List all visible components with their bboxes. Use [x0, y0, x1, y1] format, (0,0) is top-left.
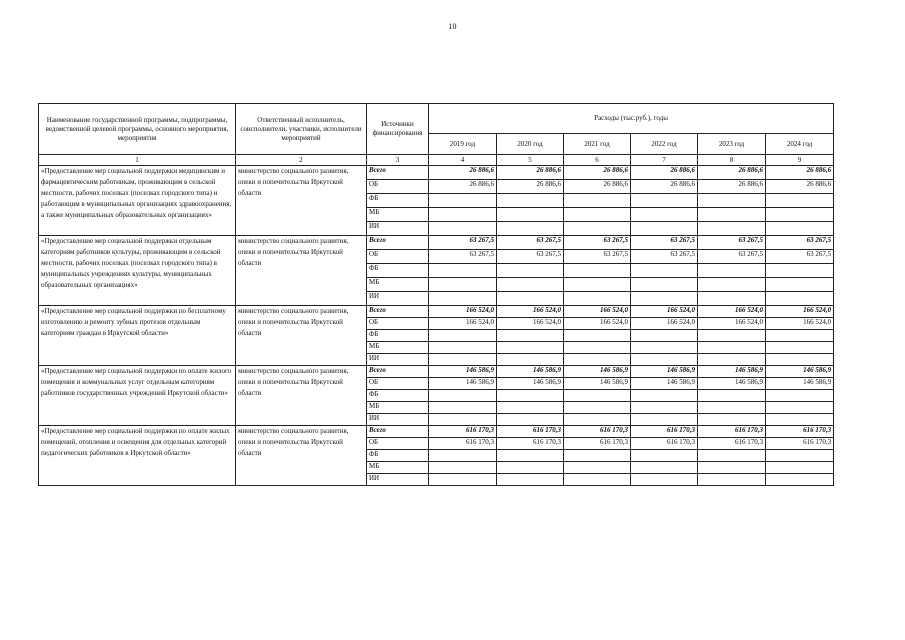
expense-value: [698, 330, 766, 342]
expense-value: [766, 450, 834, 462]
expense-value: [631, 402, 698, 414]
expense-value: 63 267,5: [766, 236, 834, 250]
funding-source: ОБ: [367, 250, 429, 264]
expense-value: [631, 342, 698, 354]
column-number: 6: [564, 155, 631, 166]
expense-value: 63 267,5: [766, 250, 834, 264]
expense-value: 26 886,6: [631, 166, 698, 180]
header-year: 2024 год: [766, 134, 834, 155]
expense-value: 146 586,9: [429, 366, 497, 378]
expense-value: [497, 414, 564, 426]
funding-source: МБ: [367, 462, 429, 474]
expense-value: [497, 264, 564, 278]
expense-value: [429, 222, 497, 236]
table-row: [39, 236, 834, 250]
program-executor: министерство социального развития, опеки и попечительства Иркутской области: [236, 166, 367, 236]
expense-value: [766, 354, 834, 366]
expense-value: [766, 194, 834, 208]
expense-value: 146 586,9: [631, 378, 698, 390]
funding-source: ИИ: [367, 292, 429, 306]
expense-value: [429, 342, 497, 354]
expense-value: [429, 292, 497, 306]
expense-value: [631, 292, 698, 306]
expense-value: [766, 474, 834, 486]
funding-source: ФБ: [367, 450, 429, 462]
expense-value: [631, 278, 698, 292]
expense-value: 166 524,0: [766, 318, 834, 330]
funding-source: Всего: [367, 166, 429, 180]
header-executor: Ответственный исполнитель, соисполнители, участники, исполнители мероприятий: [236, 104, 367, 155]
expense-value: 146 586,9: [497, 366, 564, 378]
expense-value: 26 886,6: [429, 180, 497, 194]
budget-table: [38, 103, 834, 486]
expense-value: 146 586,9: [698, 366, 766, 378]
column-number: 4: [429, 155, 497, 166]
expense-value: 616 170,3: [698, 426, 766, 438]
expense-value: [564, 474, 631, 486]
expense-value: [766, 330, 834, 342]
expense-value: 146 586,9: [429, 378, 497, 390]
expense-value: [698, 278, 766, 292]
expense-value: 616 170,3: [766, 426, 834, 438]
expense-value: 26 886,6: [497, 180, 564, 194]
expense-value: [429, 194, 497, 208]
table-row: [39, 306, 834, 318]
expense-value: [497, 342, 564, 354]
program-name: «Предоставление мер социальной поддержки отдельным категориям работников культуры, проживающим в сельской местности, рабочих поселках (поселках городского типа) в муниципальных учреждениях культуры, муниципальных образовательных организациях»: [39, 236, 236, 306]
expense-value: [497, 402, 564, 414]
expense-value: [698, 474, 766, 486]
expense-value: [429, 474, 497, 486]
expense-value: 616 170,3: [766, 438, 834, 450]
expense-value: [564, 330, 631, 342]
expense-value: [497, 474, 564, 486]
expense-value: [698, 292, 766, 306]
expense-value: [631, 414, 698, 426]
expense-value: 63 267,5: [564, 250, 631, 264]
funding-source: ФБ: [367, 390, 429, 402]
expense-value: [698, 402, 766, 414]
expense-value: 146 586,9: [631, 366, 698, 378]
table-row: [39, 166, 834, 180]
program-name: «Предоставление мер социальной поддержки медицинским и фармацевтическим работникам, проживающим в сельской местности, рабочих поселках (поселках городского типа) и работающим в муниципальных организациях здравоохранения, а также муниципальных образовательных организациях»: [39, 166, 236, 236]
expense-value: [497, 390, 564, 402]
expense-value: 166 524,0: [429, 306, 497, 318]
program-name: «Предоставление мер социальной поддержки по оплате жилых помещений, отопления и освещения для отдельных категорий педагогических работников в Иркутской области»: [39, 426, 236, 486]
program-executor: министерство социального развития, опеки и попечительства Иркутской области: [236, 306, 367, 366]
expense-value: [766, 222, 834, 236]
expense-value: [766, 462, 834, 474]
expense-value: [766, 278, 834, 292]
expense-value: [497, 450, 564, 462]
expense-value: 146 586,9: [564, 378, 631, 390]
funding-source: Всего: [367, 366, 429, 378]
program-executor: министерство социального развития, опеки и попечительства Иркутской области: [236, 426, 367, 486]
expense-value: [631, 222, 698, 236]
expense-value: 616 170,3: [497, 438, 564, 450]
expense-value: [631, 462, 698, 474]
expense-value: [497, 292, 564, 306]
program-executor: министерство социального развития, опеки и попечительства Иркутской области: [236, 236, 367, 306]
expense-value: [564, 264, 631, 278]
expense-value: [698, 390, 766, 402]
expense-value: [631, 208, 698, 222]
expense-value: 63 267,5: [698, 236, 766, 250]
expense-value: [564, 222, 631, 236]
expense-value: [631, 390, 698, 402]
funding-source: ИИ: [367, 474, 429, 486]
header-name: Наименование государственной программы, подпрограммы, ведомственной целевой программы, основного мероприятия, мероприятия: [39, 104, 236, 155]
expense-value: 63 267,5: [631, 236, 698, 250]
expense-value: 26 886,6: [631, 180, 698, 194]
expense-value: 26 886,6: [429, 166, 497, 180]
funding-source: МБ: [367, 208, 429, 222]
expense-value: [564, 390, 631, 402]
expense-value: 63 267,5: [497, 236, 564, 250]
expense-value: [497, 462, 564, 474]
expense-value: [497, 222, 564, 236]
expense-value: [429, 402, 497, 414]
program-executor: министерство социального развития, опеки и попечительства Иркутской области: [236, 366, 367, 426]
funding-source: ОБ: [367, 180, 429, 194]
expense-value: [497, 194, 564, 208]
expense-value: 166 524,0: [564, 306, 631, 318]
expense-value: [429, 354, 497, 366]
expense-value: 63 267,5: [429, 236, 497, 250]
expense-value: [698, 194, 766, 208]
expense-value: [698, 462, 766, 474]
expense-value: 616 170,3: [429, 438, 497, 450]
expense-value: [564, 292, 631, 306]
expense-value: [429, 278, 497, 292]
expense-value: [698, 264, 766, 278]
expense-value: 616 170,3: [497, 426, 564, 438]
expense-value: 146 586,9: [497, 378, 564, 390]
expense-value: [564, 414, 631, 426]
expense-value: 166 524,0: [429, 318, 497, 330]
expense-value: 63 267,5: [429, 250, 497, 264]
expense-value: 146 586,9: [766, 366, 834, 378]
column-number: 8: [698, 155, 766, 166]
expense-value: [429, 414, 497, 426]
header-year: 2020 год: [497, 134, 564, 155]
expense-value: [631, 330, 698, 342]
header-expenses: Расходы (тыс.руб.), годы: [429, 104, 834, 134]
expense-value: [564, 278, 631, 292]
column-number: 1: [39, 155, 236, 166]
expense-value: [429, 208, 497, 222]
program-name: «Предоставление мер социальной поддержки по бесплатному изготовлению и ремонту зубных протезов отдельным категориям граждан в Иркутской области»: [39, 306, 236, 366]
expense-value: [698, 222, 766, 236]
expense-value: [564, 194, 631, 208]
header-year: 2023 год: [698, 134, 766, 155]
expense-value: [564, 462, 631, 474]
expense-value: [497, 330, 564, 342]
funding-source: Всего: [367, 426, 429, 438]
expense-value: [766, 292, 834, 306]
funding-source: МБ: [367, 402, 429, 414]
funding-source: ОБ: [367, 318, 429, 330]
funding-source: МБ: [367, 342, 429, 354]
column-number: 9: [766, 155, 834, 166]
expense-value: 146 586,9: [698, 378, 766, 390]
expense-value: [766, 402, 834, 414]
expense-value: [429, 390, 497, 402]
expense-value: [564, 342, 631, 354]
header-year: 2019 год: [429, 134, 497, 155]
expense-value: [429, 450, 497, 462]
expense-value: [631, 194, 698, 208]
expense-value: [631, 264, 698, 278]
expense-value: 63 267,5: [698, 250, 766, 264]
expense-value: 26 886,6: [564, 180, 631, 194]
expense-value: [766, 414, 834, 426]
expense-value: 166 524,0: [564, 318, 631, 330]
funding-source: ИИ: [367, 414, 429, 426]
expense-value: 146 586,9: [766, 378, 834, 390]
expense-value: 616 170,3: [631, 426, 698, 438]
table-row: [39, 366, 834, 378]
expense-value: [429, 330, 497, 342]
header-source: Источники финансирования: [367, 104, 429, 155]
expense-value: 616 170,3: [631, 438, 698, 450]
expense-value: 616 170,3: [429, 426, 497, 438]
funding-source: ИИ: [367, 354, 429, 366]
expense-value: 616 170,3: [564, 438, 631, 450]
expense-value: [766, 264, 834, 278]
funding-source: Всего: [367, 236, 429, 250]
expense-value: 26 886,6: [698, 166, 766, 180]
expense-value: 63 267,5: [564, 236, 631, 250]
expense-value: 26 886,6: [698, 180, 766, 194]
expense-value: [698, 450, 766, 462]
expense-value: 26 886,6: [564, 166, 631, 180]
expense-value: 26 886,6: [766, 166, 834, 180]
expense-value: 166 524,0: [766, 306, 834, 318]
expense-value: [564, 354, 631, 366]
column-number: 7: [631, 155, 698, 166]
expense-value: 166 524,0: [698, 306, 766, 318]
expense-value: 26 886,6: [766, 180, 834, 194]
expense-value: [698, 342, 766, 354]
expense-value: [631, 474, 698, 486]
expense-value: [631, 450, 698, 462]
expense-value: [698, 354, 766, 366]
funding-source: Всего: [367, 306, 429, 318]
funding-source: ФБ: [367, 194, 429, 208]
expense-value: [497, 208, 564, 222]
expense-value: [564, 402, 631, 414]
program-name: «Предоставление мер социальной поддержки по оплате жилого помещения и коммунальных услуг отдельным категориям работников государственных учреждений Иркутской области»: [39, 366, 236, 426]
expense-value: 63 267,5: [631, 250, 698, 264]
expense-value: 63 267,5: [497, 250, 564, 264]
expense-value: 146 586,9: [564, 366, 631, 378]
expense-value: [766, 208, 834, 222]
expense-value: 166 524,0: [497, 318, 564, 330]
funding-source: ФБ: [367, 330, 429, 342]
expense-value: 616 170,3: [698, 438, 766, 450]
funding-source: ИИ: [367, 222, 429, 236]
expense-value: 166 524,0: [631, 318, 698, 330]
funding-source: ОБ: [367, 438, 429, 450]
expense-value: [429, 264, 497, 278]
table-row: [39, 426, 834, 438]
expense-value: [698, 208, 766, 222]
expense-value: [564, 450, 631, 462]
expense-value: [497, 354, 564, 366]
column-number: 3: [367, 155, 429, 166]
funding-source: ОБ: [367, 378, 429, 390]
expense-value: 26 886,6: [497, 166, 564, 180]
expense-value: 166 524,0: [698, 318, 766, 330]
expense-value: [766, 390, 834, 402]
expense-value: [698, 414, 766, 426]
expense-value: 166 524,0: [631, 306, 698, 318]
header-year: 2021 год: [564, 134, 631, 155]
expense-value: [429, 462, 497, 474]
funding-source: ФБ: [367, 264, 429, 278]
funding-source: МБ: [367, 278, 429, 292]
expense-value: [766, 342, 834, 354]
expense-value: [631, 354, 698, 366]
expense-value: [497, 278, 564, 292]
page-number: 10: [448, 22, 457, 31]
column-number: 2: [236, 155, 367, 166]
expense-value: 616 170,3: [564, 426, 631, 438]
expense-value: 166 524,0: [497, 306, 564, 318]
header-year: 2022 год: [631, 134, 698, 155]
column-number: 5: [497, 155, 564, 166]
expense-value: [564, 208, 631, 222]
table-body: [39, 166, 834, 486]
